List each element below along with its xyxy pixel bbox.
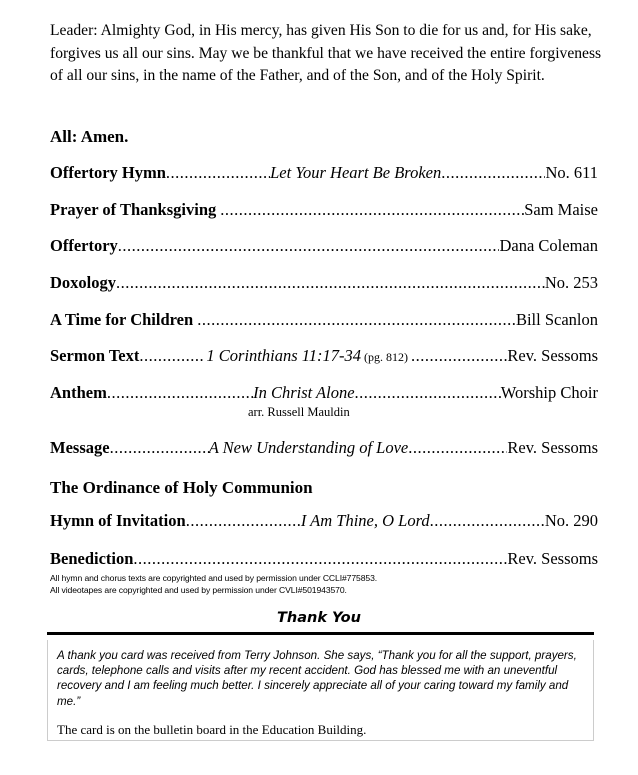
sermon-page: (pg. 812) xyxy=(364,350,409,364)
sermon-scripture: 1 Corinthians 11:17-34 xyxy=(206,346,362,365)
invitation-number: No. 290 xyxy=(544,511,598,530)
thank-you-text: A thank you card was received from Terry Johnson. She says, “Thank you for all the support, prayers, cards, telephone calls and visits after my recent accident. God has blessed me with an uneventful recovery and I am feeling much better. I sincerely appreciate all of your caring toward my family and me.” xyxy=(57,649,577,708)
prayer-row xyxy=(50,200,598,220)
prayer-label: Prayer of Thanksgiving xyxy=(50,200,217,219)
offertory-hymn-title: Let Your Heart Be Broken xyxy=(270,163,442,182)
benediction-row xyxy=(50,549,598,569)
doxology-row xyxy=(50,273,598,293)
sermon-text-row xyxy=(50,346,598,366)
leader-dots xyxy=(139,346,203,366)
card-location-note: The card is on the bulletin board in the Education Building. xyxy=(57,722,367,737)
invitation-row xyxy=(50,511,598,531)
leader-dots xyxy=(430,511,545,531)
sermon-preacher: Rev. Sessoms xyxy=(507,346,598,365)
message-title: A New Understanding of Love xyxy=(208,438,409,457)
copyright-line-cvli: All videotapes are copyrighted and used by permission under CVLI#501943570. xyxy=(50,585,347,595)
offertory-label: Offertory xyxy=(50,236,118,255)
leader-dots xyxy=(118,236,500,256)
offertory-hymn-label: Offertory Hymn xyxy=(50,163,166,182)
anthem-label: Anthem xyxy=(50,383,107,402)
leader-dots xyxy=(220,200,524,220)
benediction-leader: Rev. Sessoms xyxy=(507,549,598,568)
offertory-hymn-row xyxy=(50,163,598,183)
offertory-row xyxy=(50,236,598,256)
invitation-label: Hymn of Invitation xyxy=(50,511,186,530)
leader-dots xyxy=(186,511,301,531)
divider xyxy=(47,632,594,635)
anthem-performer: Worship Choir xyxy=(500,383,598,402)
leader-dots xyxy=(441,163,545,183)
offertory-performer: Dana Coleman xyxy=(499,236,598,255)
offertory-hymn-number: No. 611 xyxy=(545,163,598,182)
anthem-row xyxy=(50,383,598,403)
copyright-notice xyxy=(50,572,377,596)
leader-dots xyxy=(116,273,545,293)
leader-dots xyxy=(110,438,209,458)
children-label: A Time for Children xyxy=(50,310,194,329)
leader-dots xyxy=(411,346,507,366)
leader-dots xyxy=(197,310,516,330)
thank-you-title: Thank You xyxy=(277,610,361,626)
invitation-title: I Am Thine, O Lord xyxy=(300,511,430,530)
communion-heading: The Ordinance of Holy Communion xyxy=(50,478,313,497)
leader-dots xyxy=(107,383,253,403)
all-amen: All: Amen. xyxy=(50,127,129,146)
message-label: Message xyxy=(50,438,110,457)
message-row xyxy=(50,438,598,458)
leader-dots xyxy=(408,438,507,458)
leader-prayer: Leader: Almighty God, in His mercy, has given His Son to die for us and, for His sake, forgives us all our sins. May we be thankful that we have received the entire forgiveness of all our sins, in the name of the Father, and of the Son, and of the Holy Spirit. xyxy=(50,22,602,84)
message-preacher: Rev. Sessoms xyxy=(507,438,598,457)
children-leader: Bill Scanlon xyxy=(515,310,598,329)
anthem-title: In Christ Alone xyxy=(253,383,355,402)
anthem-arranger: arr. Russell Mauldin xyxy=(248,405,350,419)
children-row xyxy=(50,310,598,330)
doxology-label: Doxology xyxy=(50,273,116,292)
leader-dots xyxy=(133,549,507,569)
copyright-line-ccli: All hymn and chorus texts are copyrighted and used by permission under CCLI#775853. xyxy=(50,573,378,583)
prayer-leader: Sam Maise xyxy=(524,200,598,219)
benediction-label: Benediction xyxy=(50,549,134,568)
leader-dots xyxy=(355,383,501,403)
doxology-number: No. 253 xyxy=(544,273,598,292)
leader-dots xyxy=(166,163,270,183)
sermon-text-label: Sermon Text xyxy=(50,346,140,365)
